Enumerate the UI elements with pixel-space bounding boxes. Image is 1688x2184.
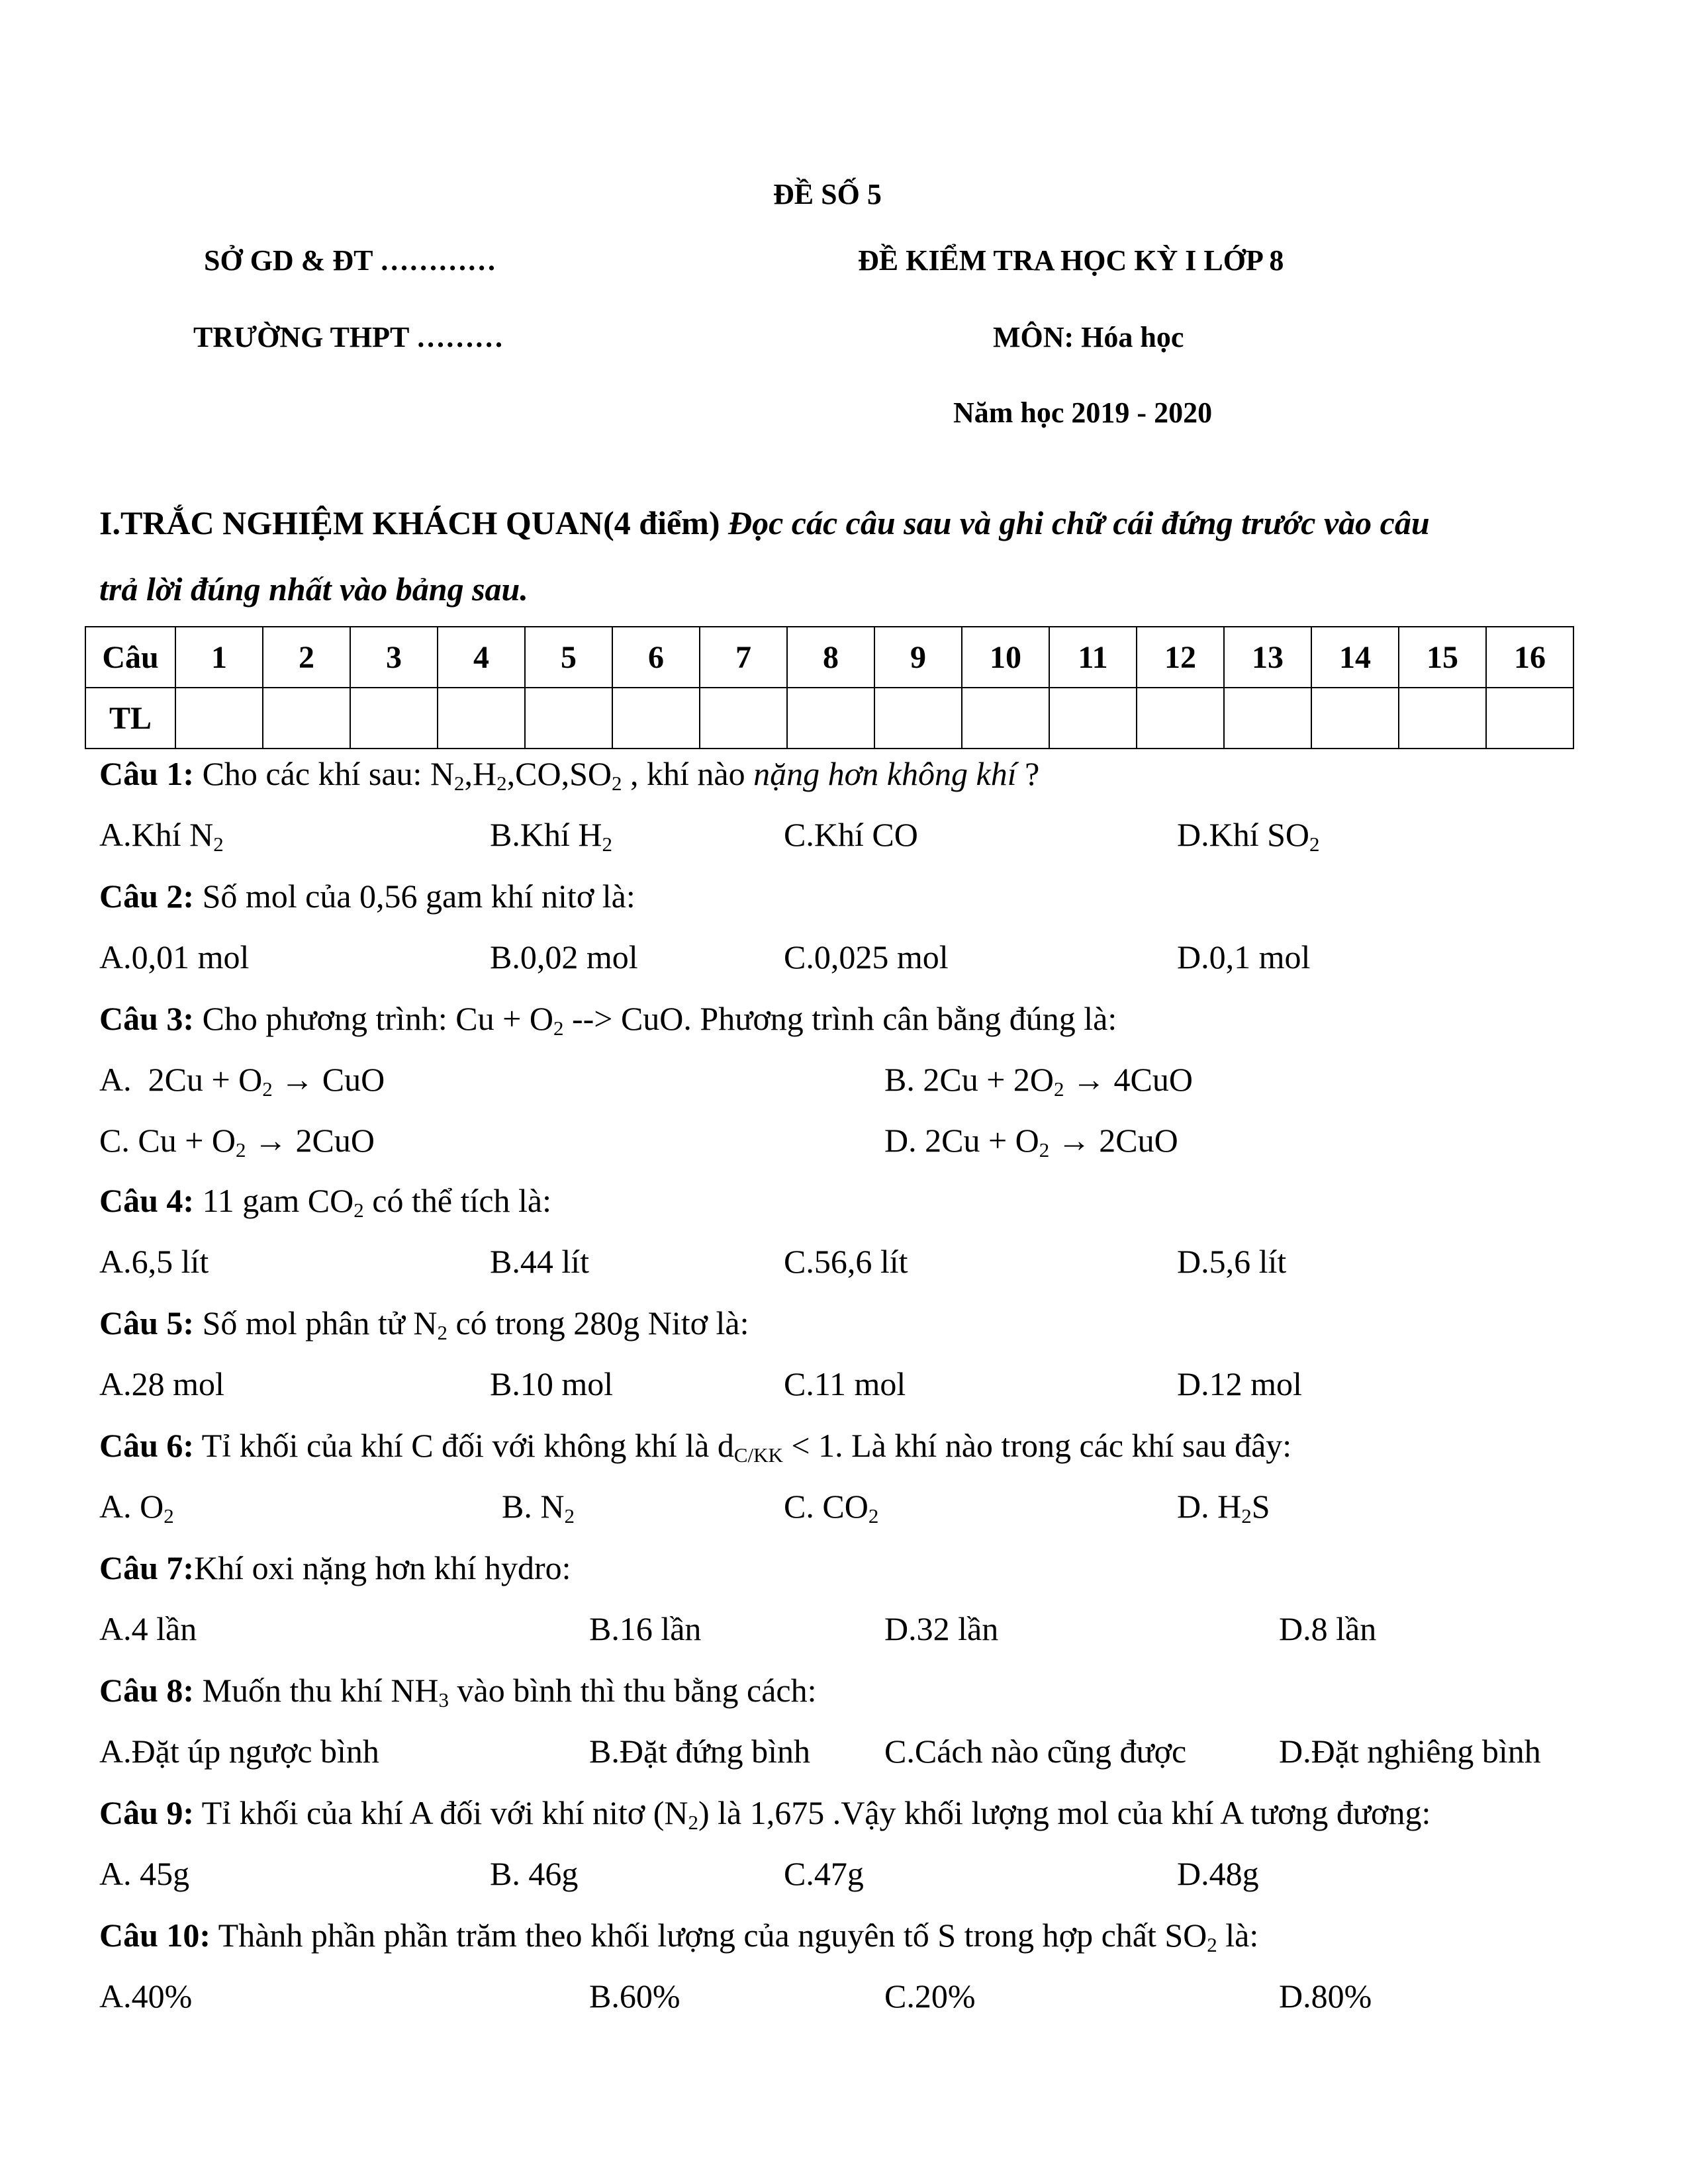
answer-table-column-number: 2 [263, 627, 350, 688]
answer-cell-11[interactable] [1049, 688, 1137, 749]
question-text: 11 gam $CO_2$ có thể tích là: [194, 1182, 551, 1222]
question-3-option-d: D. $2Cu + O_2 \to 2CuO$ [884, 1122, 1178, 1161]
question-1-option-c: C.Khí CO [784, 816, 918, 853]
answer-table-column-number: 11 [1049, 627, 1137, 688]
answer-cell-14[interactable] [1311, 688, 1399, 749]
question-4-option-a: A.6,5 lít [99, 1243, 209, 1280]
question-3-option-c: C. $Cu + O_2 \to 2CuO$ [99, 1122, 375, 1161]
answer-cell-10[interactable] [962, 688, 1049, 749]
school-year: Năm học 2019 - 2020 [953, 396, 1213, 429]
question-9-option-c: C.47g [784, 1855, 864, 1892]
answer-table-column-number: 5 [525, 627, 612, 688]
question-3 [99, 999, 1117, 1038]
question-1 [99, 754, 1039, 793]
school-label: TRƯỜNG THPT ……… [193, 321, 504, 353]
question-text: Thành phần phần trăm theo khối lượng của nguyên tố S trong hợp chất $SO_2$ là: [211, 1917, 1259, 1956]
question-text: Tỉ khối của khí A đối với khí nitơ $(N_2)$ là 1,675 .Vậy khối lượng mol của khí A tương đương: [194, 1794, 1431, 1834]
answer-cell-8[interactable] [787, 688, 874, 749]
question-label: Câu 10: [99, 1917, 211, 1954]
question-2-option-c: C.0,025 mol [784, 938, 949, 976]
answer-table [85, 626, 1574, 749]
exam-title: ĐỀ SỐ 5 [773, 178, 882, 210]
question-5 [99, 1304, 749, 1342]
answer-table-column-number: 14 [1311, 627, 1399, 688]
answer-cell-12[interactable] [1137, 688, 1224, 749]
question-5-option-a: A.28 mol [99, 1365, 224, 1402]
question-10-option-b: B.60% [589, 1978, 680, 2015]
question-text: Cho phương trình: $Cu + O_2$ --> CuO. Phương trình cân bằng đúng là: [194, 1000, 1117, 1040]
question-9-option-a: A. 45g [99, 1855, 190, 1892]
question-text: Số mol phân tử $N_2$ có trong 280g Nitơ là: [194, 1304, 749, 1344]
question-8 [99, 1671, 816, 1709]
question-4-option-c: C.56,6 lít [784, 1243, 908, 1280]
question-8-option-c: C.Cách nào cũng được [884, 1733, 1187, 1770]
question-8-option-a: A.Đặt úp ngược bình [99, 1733, 379, 1770]
question-10-option-c: C.20% [884, 1978, 976, 2015]
answer-cell-13[interactable] [1224, 688, 1311, 749]
question-5-option-c: C.11 mol [784, 1365, 906, 1402]
question-7-option-c: D.32 lần [884, 1610, 999, 1647]
answer-table-column-number: 16 [1486, 627, 1573, 688]
answer-table-column-number: 10 [962, 627, 1049, 688]
question-6 [99, 1426, 1291, 1465]
question-4 [99, 1181, 551, 1220]
section-instruction: Đọc các câu sau và ghi chữ cái đứng trước vào câu [727, 504, 1430, 541]
question-9-option-d: D.48g [1177, 1855, 1259, 1892]
question-9-option-b: B. 46g [490, 1855, 579, 1892]
section-heading [99, 490, 1575, 622]
question-3-option-a: A. $2Cu + O_2$ → CuO [99, 1061, 385, 1101]
question-6-option-c: C. $CO_2$ [784, 1488, 879, 1527]
answer-table-answer-row [85, 688, 1573, 749]
question-5-option-b: B.10 mol [490, 1365, 614, 1402]
question-10-option-a: A.40% [99, 1978, 193, 2015]
answer-cell-16[interactable] [1486, 688, 1573, 749]
answer-table-column-number: 3 [350, 627, 438, 688]
question-7-option-b: B.16 lần [589, 1610, 702, 1647]
answer-table-column-number: 6 [612, 627, 700, 688]
question-text: Muốn thu khí $NH_3$ vào bình thì thu bằng cách: [194, 1672, 817, 1711]
answer-table-column-number: 7 [700, 627, 787, 688]
answer-table-row-label: Câu [85, 627, 175, 688]
answer-table-row-label: TL [85, 688, 175, 749]
question-label: Câu 9: [99, 1794, 195, 1831]
question-text: Cho các khí sau: $N_2,H_2,CO,SO_2$ , khí nào nặng hơn không khí ? [194, 755, 1040, 795]
department-label: SỞ GD & ĐT ………… [204, 244, 496, 277]
answer-table-column-number: 15 [1399, 627, 1486, 688]
question-2-option-a: A.0,01 mol [99, 938, 250, 976]
answer-cell-7[interactable] [700, 688, 787, 749]
answer-cell-1[interactable] [175, 688, 263, 749]
question-1-option-a: A.Khí $N_2$ [99, 816, 224, 856]
question-label: Câu 6: [99, 1427, 195, 1464]
answer-table-column-number: 4 [438, 627, 525, 688]
question-label: Câu 1: [99, 755, 195, 792]
section-title: I.TRẮC NGHIỆM KHÁCH QUAN(4 điểm) [99, 504, 720, 541]
question-8-option-d: D.Đặt nghiêng bình [1279, 1733, 1541, 1770]
question-2 [99, 877, 635, 915]
question-6-option-a: A. $O_2$ [99, 1488, 174, 1527]
question-label: Câu 7: [99, 1549, 195, 1586]
question-10-option-d: D.80% [1279, 1978, 1372, 2015]
answer-cell-4[interactable] [438, 688, 525, 749]
question-10 [99, 1916, 1258, 1954]
answer-cell-3[interactable] [350, 688, 438, 749]
answer-cell-9[interactable] [874, 688, 962, 749]
answer-cell-6[interactable] [612, 688, 700, 749]
question-1-option-b: B.Khí $H_2$ [490, 816, 612, 856]
question-7-option-a: A.4 lần [99, 1610, 197, 1647]
answer-table-column-number: 1 [175, 627, 263, 688]
question-3-option-b: B. $2Cu + 2O_2 \to 4CuO$ [884, 1061, 1193, 1101]
section-instruction-cont: trả lời đúng nhất vào bảng sau. [99, 570, 528, 608]
answer-cell-15[interactable] [1399, 688, 1486, 749]
question-5-option-d: D.12 mol [1177, 1365, 1302, 1402]
question-text: Tỉ khối của khí C đối với không khí là $d_{C/KK} < 1$. Là khí nào trong các khí sau đây: [194, 1427, 1292, 1467]
question-label: Câu 3: [99, 1000, 195, 1037]
question-6-option-d: D. $H_2S$ [1177, 1488, 1270, 1527]
question-label: Câu 5: [99, 1304, 195, 1342]
question-4-option-d: D.5,6 lít [1177, 1243, 1287, 1280]
answer-cell-2[interactable] [263, 688, 350, 749]
question-9 [99, 1794, 1430, 1832]
answer-table-column-number: 9 [874, 627, 962, 688]
exam-name: ĐỀ KIỂM TRA HỌC KỲ I LỚP 8 [858, 244, 1284, 277]
question-8-option-b: B.Đặt đứng bình [589, 1733, 811, 1770]
question-6-option-b: B. $N_2$ [502, 1488, 575, 1527]
question-label: Câu 8: [99, 1672, 195, 1709]
question-text: Số mol của 0,56 gam khí nitơ là: [194, 878, 635, 915]
subject-label: MÔN: Hóa học [993, 321, 1184, 353]
question-text: Khí oxi nặng hơn khí hydro: [194, 1549, 571, 1586]
question-7-option-d: D.8 lần [1279, 1610, 1377, 1647]
answer-table-column-number: 13 [1224, 627, 1311, 688]
answer-cell-5[interactable] [525, 688, 612, 749]
question-4-option-b: B.44 lít [490, 1243, 590, 1280]
answer-table-column-number: 12 [1137, 627, 1224, 688]
answer-table-header-row [85, 627, 1573, 688]
question-1-option-d: D.Khí $SO_2$ [1177, 816, 1320, 856]
question-label: Câu 4: [99, 1182, 195, 1219]
question-label: Câu 2: [99, 878, 195, 915]
question-7 [99, 1549, 571, 1587]
question-2-option-b: B.0,02 mol [490, 938, 638, 976]
answer-table-column-number: 8 [787, 627, 874, 688]
question-2-option-d: D.0,1 mol [1177, 938, 1311, 976]
